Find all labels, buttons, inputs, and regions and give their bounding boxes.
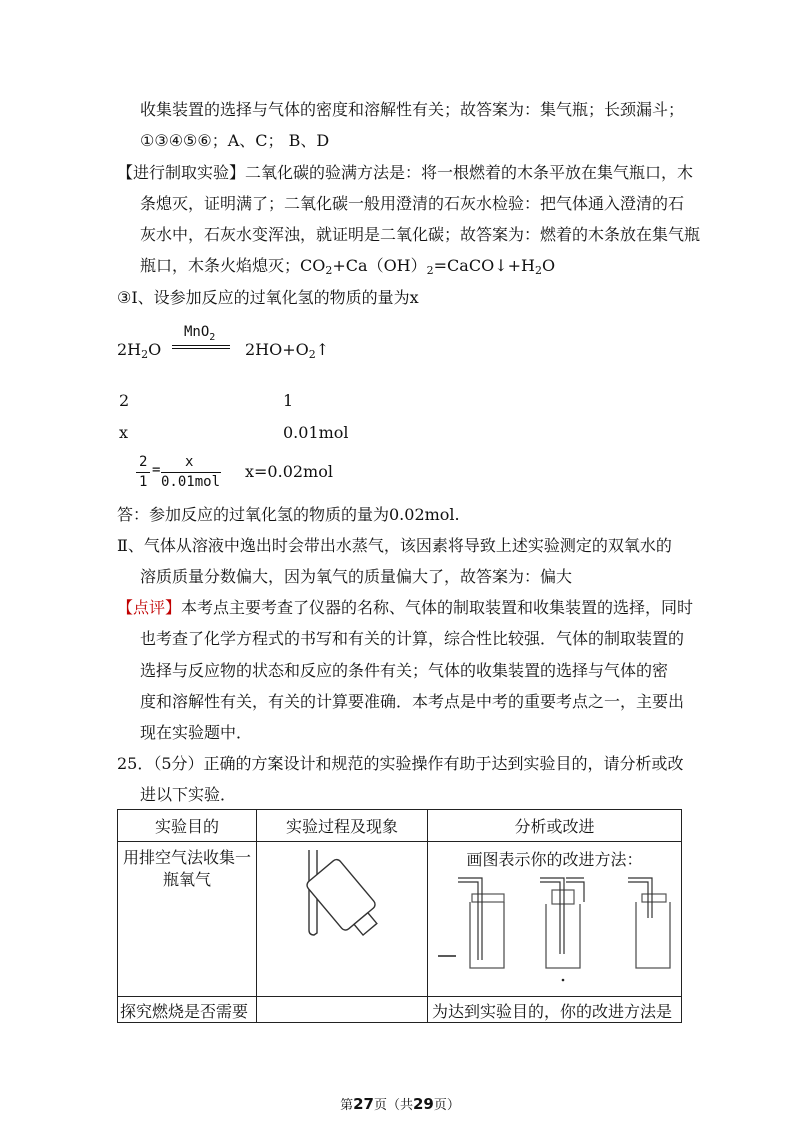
text-line: 也考查了化学方程式的书写和有关的计算，综合性比较强．气体的制取装置的 [140, 629, 685, 648]
text-span: O [148, 340, 162, 359]
text-span: ↓+H [494, 256, 535, 275]
table-cell [257, 997, 428, 1023]
text-line: 溶质质量分数偏大，因为氧气的质量偏大了，故答案为：偏大 [140, 567, 573, 586]
subscript: 2 [209, 332, 216, 343]
subscript: 2 [308, 348, 316, 361]
fraction-numerator: x [185, 454, 194, 470]
inverted-bottle-diagram [257, 842, 427, 992]
text-span: 瓶口，木条火焰熄灭；CO [140, 256, 326, 275]
footer-text: 页（共 [373, 1098, 413, 1113]
text-span: O+O [269, 340, 309, 359]
subscript: 2 [426, 264, 434, 277]
catalyst-label [184, 324, 216, 343]
table-header-row [118, 810, 682, 842]
ratio-value: 1 [283, 391, 294, 410]
table-cell: 探究燃烧是否需要 [118, 997, 257, 1023]
table-cell: 为达到实验目的，你的改进方法是 [428, 997, 682, 1023]
text-line: 现在实验题中． [140, 723, 253, 742]
text-line: 度和溶解性有关，有关的计算要准确．本考点是中考的重要考点之一，主要出 [140, 692, 685, 711]
improve-label: 画图表示你的改进方法： [466, 850, 643, 869]
table-cell [428, 842, 682, 997]
table-header: 实验目的 [118, 810, 257, 842]
text-line: ①③④⑤⑥；A、C； B、D [140, 131, 330, 150]
equation-left [117, 340, 161, 362]
answer-line: 答：参加反应的过氧化氢的物质的量为0.02mol. [117, 505, 460, 524]
result: x=0.02mol [245, 462, 333, 481]
text-line: 条熄灭，证明满了；二氧化碳一般用澄清的石灰水检验：把气体通入澄清的石 [140, 194, 685, 213]
fraction-bar [161, 472, 221, 473]
experiment-table [117, 809, 682, 1023]
text-span: 二氧化碳的验满方法是：将一根燃着的木条平放在集气瓶口，木 [245, 163, 694, 182]
text-line [117, 163, 693, 183]
text-span: +Ca（OH） [332, 256, 427, 275]
fraction-bar [136, 472, 150, 473]
text-line: ③Ⅰ、设参加反应的过氧化氢的物质的量为x [117, 288, 419, 307]
footer-text: 页） [433, 1098, 460, 1113]
subscript: 2 [534, 264, 542, 277]
text-span: 2H [117, 340, 142, 359]
section-tag: 【进行制取实验】 [117, 163, 246, 182]
text-line: 选择与反应物的状态和反应的条件有关；气体的收集装置的选择与气体的密 [140, 661, 669, 680]
text-line: 收集装置的选择与气体的密度和溶解性有关；故答案为：集气瓶；长颈漏斗； [140, 100, 685, 119]
ratio-value: 0.01mol [283, 423, 349, 442]
equation-bar [172, 345, 230, 346]
text-span: ↑ [315, 340, 330, 359]
text-span: 本考点主要考查了仪器的名称、气体的制取装置和收集装置的选择，同时 [181, 598, 694, 617]
text-line: 进以下实验． [140, 785, 237, 804]
question-25: 25．（5分）正确的方案设计和规范的实验操作有助于达到实验目的，请分析或改 [117, 754, 684, 773]
equation-right [245, 340, 329, 362]
text-span: O [541, 256, 556, 275]
text-span: 2H [245, 340, 270, 359]
table-header: 分析或改进 [428, 810, 682, 842]
table-row [118, 997, 682, 1023]
text-line: Ⅱ、气体从溶液中逸出时会带出水蒸气，该因素将导致上述实验测定的双氧水的 [117, 536, 672, 555]
page-total: 29 [413, 1095, 434, 1113]
gas-bottles-diagram [428, 872, 684, 990]
table-cell [257, 842, 428, 997]
fraction-numerator: 2 [139, 454, 148, 470]
page-footer [0, 1094, 800, 1113]
text-line [140, 256, 555, 278]
subscript: 2 [325, 264, 333, 277]
equals-sign: = [152, 462, 161, 478]
table-cell: 用排空气法收集一瓶氧气 [118, 842, 257, 997]
table-row [118, 842, 682, 997]
fraction-denominator: 1 [139, 474, 148, 490]
ratio-value: x [119, 423, 129, 442]
table-header: 实验过程及现象 [257, 810, 428, 842]
subscript: 2 [141, 348, 149, 361]
text-span: MnO [184, 324, 210, 340]
page-number: 27 [353, 1095, 374, 1113]
footer-text: 第 [340, 1098, 354, 1113]
text-span: =CaCO [433, 256, 495, 275]
text-line: 灰水中，石灰水变浑浊，就证明是二氧化碳；故答案为：燃着的木条放在集气瓶 [140, 225, 701, 244]
comment-tag: 【点评】 [117, 598, 182, 617]
ratio-value: 2 [119, 391, 130, 410]
fraction-denominator: 0.01mol [161, 474, 221, 490]
equation-bar [172, 348, 230, 349]
text-line [117, 598, 693, 618]
